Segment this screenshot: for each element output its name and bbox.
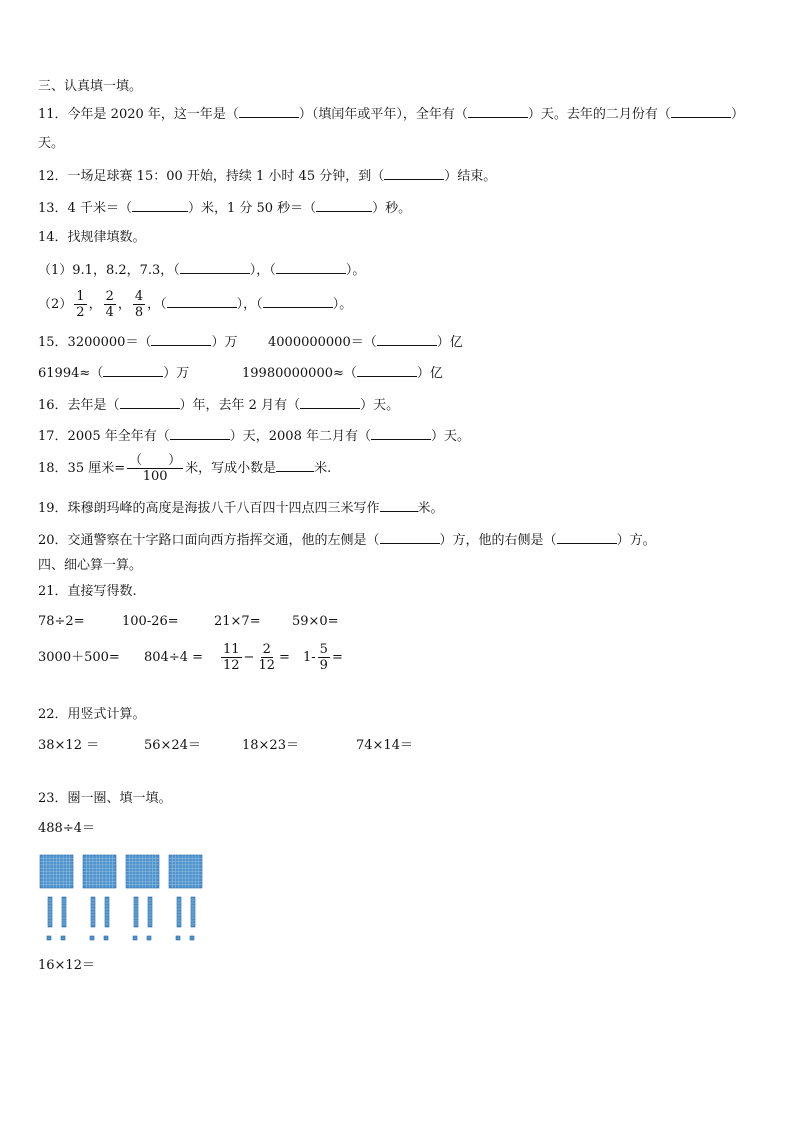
q15b-text-1: 4000000000＝（ bbox=[268, 335, 377, 350]
unit-cube bbox=[90, 936, 94, 940]
q17-text-3: ）天。 bbox=[430, 429, 470, 444]
answer-blank[interactable] bbox=[384, 166, 444, 180]
fraction-numerator: 5 bbox=[319, 642, 328, 657]
q14-row2-text-3: ），（ bbox=[236, 297, 263, 312]
question-14-title: 14．找规律填数。 bbox=[38, 230, 146, 245]
equals-sign: = bbox=[279, 650, 290, 665]
answer-blank[interactable] bbox=[380, 498, 418, 512]
fraction-numerator: 4 bbox=[134, 289, 144, 304]
answer-blank[interactable] bbox=[276, 260, 346, 274]
question-23-title: 23．圈一圈、填一填。 bbox=[38, 791, 172, 806]
answer-blank[interactable] bbox=[377, 332, 437, 346]
q14-row2-label: （2） bbox=[38, 297, 73, 312]
q23-division: 488÷4＝ bbox=[38, 821, 95, 836]
q11-text-4: ） bbox=[730, 107, 744, 122]
base-ten-blocks bbox=[38, 853, 218, 948]
q21-fraction-subtraction bbox=[219, 640, 290, 676]
separator: ， bbox=[117, 297, 131, 312]
q22-item: 38×12 ＝ bbox=[38, 738, 100, 753]
q20-text-2: ）方，他的右侧是（ bbox=[439, 533, 557, 548]
question-15-c bbox=[38, 363, 189, 383]
equals-sign: = bbox=[331, 650, 343, 665]
fraction-numerator: 1 bbox=[76, 289, 85, 304]
q18-text-3: 米. bbox=[314, 461, 332, 476]
q22-item: 56×24＝ bbox=[144, 738, 201, 753]
q15a-text-2: ）万 bbox=[211, 335, 238, 350]
q19-text-2: 米。 bbox=[417, 501, 444, 516]
unit-cube bbox=[104, 936, 108, 940]
question-14-row1 bbox=[38, 260, 365, 280]
answer-blank[interactable] bbox=[276, 458, 314, 472]
q23-multiplication: 16×12＝ bbox=[38, 958, 95, 973]
question-21-title: 21．直接写得数. bbox=[38, 584, 137, 599]
q17-text-2: ）天，2008 年二月有（ bbox=[229, 429, 371, 444]
q15b-text-2: ）亿 bbox=[436, 335, 463, 350]
q14-row1-text-2: ），（ bbox=[249, 263, 276, 278]
question-17 bbox=[38, 426, 470, 446]
q15c-text-1: 61994≈（ bbox=[38, 366, 104, 381]
q11-text-3: ）天。去年的二月份有（ bbox=[527, 107, 671, 122]
q20-text-3: ）方。 bbox=[616, 533, 656, 548]
question-18 bbox=[38, 452, 331, 486]
q12-text-1: 12．一场足球赛 15：00 开始，持续 1 小时 45 分钟，到（ bbox=[38, 169, 385, 184]
unit-cube bbox=[147, 936, 151, 940]
question-15-a bbox=[38, 332, 237, 352]
q16-text-2: ）年，去年 2 月有（ bbox=[179, 398, 301, 413]
section-title: 四、细心算一算。 bbox=[38, 558, 143, 573]
q21-fraction-expression bbox=[303, 640, 343, 676]
unit-cube bbox=[190, 936, 194, 940]
fraction-numerator: 2 bbox=[262, 642, 271, 657]
answer-blank[interactable] bbox=[300, 395, 360, 409]
answer-blank[interactable] bbox=[263, 294, 333, 308]
q21-prefix: 1- bbox=[303, 650, 316, 665]
fraction bbox=[104, 289, 116, 320]
fraction bbox=[127, 453, 183, 484]
fraction-denominator: 12 bbox=[258, 658, 275, 673]
q12-text-2: ）结束。 bbox=[444, 169, 497, 184]
fraction-denominator: 100 bbox=[142, 469, 168, 484]
q17-text-1: 17．2005 年全年有（ bbox=[38, 429, 170, 444]
q19-text-1: 19．珠穆朗玛峰的高度是海拔八千八百四十四点四三米写作 bbox=[38, 501, 380, 516]
q15d-text-1: 19980000000≈（ bbox=[242, 366, 357, 381]
q13-text-3: ）秒。 bbox=[372, 201, 412, 216]
q14-row1-text-1: （1）9.1，8.2，7.3，（ bbox=[38, 263, 180, 278]
q11-text-1: 11．今年是 2020 年，这一年是（ bbox=[38, 107, 239, 122]
fraction bbox=[256, 642, 277, 673]
q14-row2-text-4: ）。 bbox=[332, 297, 353, 312]
q21-item: 78÷2= bbox=[38, 614, 85, 629]
q11-text-2: ）（填闰年或平年），全年有（ bbox=[298, 107, 468, 122]
fraction bbox=[318, 642, 330, 673]
q13-text-2: ）米，1 分 50 秒＝（ bbox=[187, 201, 317, 216]
q21-item: 59×0= bbox=[292, 614, 339, 629]
answer-blank[interactable] bbox=[380, 530, 440, 544]
answer-blank[interactable] bbox=[371, 426, 431, 440]
answer-blank[interactable] bbox=[170, 426, 230, 440]
unit-cube bbox=[61, 936, 65, 940]
question-13 bbox=[38, 198, 411, 218]
question-12 bbox=[38, 166, 496, 186]
q14-row1-text-3: ）。 bbox=[345, 263, 366, 278]
q21-item: 100-26= bbox=[122, 614, 179, 629]
answer-blank[interactable] bbox=[120, 395, 180, 409]
answer-blank[interactable] bbox=[180, 260, 250, 274]
q11-continuation: 天。 bbox=[38, 136, 65, 151]
q20-text-1: 20．交通警察在十字路口面向西方指挥交通，他的左侧是（ bbox=[38, 533, 380, 548]
fraction-numerator: 2 bbox=[105, 289, 114, 304]
answer-blank[interactable] bbox=[468, 104, 528, 118]
fraction-denominator: 8 bbox=[134, 305, 144, 320]
q16-text-3: ）天。 bbox=[360, 398, 400, 413]
q21-item: 804÷4 = bbox=[144, 650, 204, 665]
separator: ， bbox=[88, 297, 102, 312]
q14-row2-text-2: ，（ bbox=[147, 297, 167, 312]
question-15-d bbox=[242, 363, 443, 383]
fraction-denominator: 9 bbox=[319, 658, 328, 673]
unit-cube bbox=[176, 936, 180, 940]
q21-item: 21×7= bbox=[214, 614, 261, 629]
q18-text-1: 18．35 厘米= bbox=[38, 461, 126, 476]
fraction bbox=[133, 289, 145, 320]
fraction-numerator: 11 bbox=[223, 642, 240, 657]
question-16 bbox=[38, 395, 399, 415]
q21-item: 3000＋500= bbox=[38, 650, 120, 665]
q15c-text-2: ）万 bbox=[163, 366, 190, 381]
answer-blank[interactable] bbox=[671, 104, 731, 118]
fraction-denominator: 4 bbox=[105, 305, 114, 320]
section-title: 三、认真填一填。 bbox=[38, 79, 143, 94]
q22-item: 74×14＝ bbox=[356, 738, 413, 753]
q16-text-1: 16．去年是（ bbox=[38, 398, 120, 413]
fraction-denominator: 12 bbox=[223, 658, 240, 673]
answer-blank[interactable] bbox=[167, 294, 237, 308]
unit-cube bbox=[47, 936, 51, 940]
q15d-text-2: ）亿 bbox=[416, 366, 443, 381]
q13-text-1: 13．4 千米＝（ bbox=[38, 201, 132, 216]
fraction bbox=[74, 289, 86, 320]
unit-cube bbox=[133, 936, 137, 940]
answer-blank[interactable] bbox=[103, 363, 163, 377]
question-19 bbox=[38, 498, 444, 518]
question-15-b bbox=[268, 332, 463, 352]
question-14-row2 bbox=[38, 288, 352, 322]
question-20 bbox=[38, 530, 656, 550]
q22-item: 18×23＝ bbox=[242, 738, 299, 753]
fraction-numerator-blank[interactable]: （ ） bbox=[129, 453, 182, 468]
question-11 bbox=[38, 104, 744, 124]
answer-blank[interactable] bbox=[132, 198, 188, 212]
fraction bbox=[221, 642, 242, 673]
answer-blank[interactable] bbox=[239, 104, 299, 118]
answer-blank[interactable] bbox=[151, 332, 211, 346]
answer-blank[interactable] bbox=[316, 198, 372, 212]
answer-blank[interactable] bbox=[357, 363, 417, 377]
answer-blank[interactable] bbox=[557, 530, 617, 544]
fraction-denominator: 2 bbox=[76, 305, 85, 320]
minus-sign: − bbox=[243, 650, 255, 665]
q18-text-2: 米，写成小数是 bbox=[185, 461, 277, 476]
q15a-text-1: 15．3200000＝（ bbox=[38, 335, 152, 350]
question-22-title: 22．用竖式计算。 bbox=[38, 707, 146, 722]
